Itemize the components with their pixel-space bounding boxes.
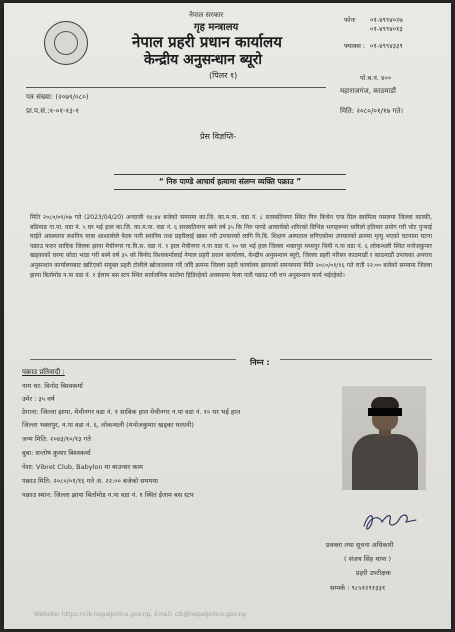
fax-label: फ्याक्स : [344,42,366,50]
reference-number: प्रा.प.सं.:१-०१-१३-१ [26,107,79,115]
phone-label: फोनः [344,16,356,24]
office-title: नेपाल प्रहरी प्रधान कार्यालय [132,33,282,51]
press-release-document [4,3,451,629]
letter-number: पत्र संख्या: (२०७९/०८०) [26,93,89,101]
arrested-age: उमेर : ३५ वर्ष [22,395,55,403]
arrested-father: बुबा: सन्तोष कुमार बिश्वकर्मा [22,449,91,457]
address-label: महाराजगंज, काठमाडौं [340,87,396,95]
arrested-section-title: पक्राउ प्रतिवादी : [22,368,65,376]
face-blur-bar [368,408,402,416]
bureau-title: केन्द्रीय अनुसन्धान ब्यूरो [144,52,262,68]
phone-value: ०१-४९९४०२७ [370,16,403,24]
footer-contact: Website: https://cib.nepalpolice.gov.np, Email: cib@nepalpolice.gov.np [34,611,247,618]
signatory-contact: सम्पर्क : ९८५१२९१३३१ [330,584,386,592]
arrested-date: पक्राउ मिति: २०८०/०१/१६ गते अ. २२:०० बजेको समयमा [22,477,158,485]
arrested-name: नाम थर: बिनोद बिश्वकर्मा [22,382,83,390]
divider-left [30,359,236,360]
signatory-role: प्रवक्ता तथा सूचना अधिकारी [326,541,394,549]
arrested-place: पक्राउ स्थान: जिल्ला झापा बिर्तामोड न.पा वडा नं. १ स्थित ईलाम बस स्टप [22,491,194,499]
arrested-occupation: पेशा: Vibret Club, Babylon मा बाउन्सर काम [22,463,143,471]
fax-value: ०१-४९९४३३९ [370,42,403,50]
header-divider [26,87,326,88]
issue-date: मिति: २०८०/०१/१७ गते। [340,107,404,115]
signatory-rank: प्रहरी उपरीक्षक [356,569,391,577]
divider-right [280,359,432,360]
signatory-name: ( संजय सिंह थापा ) [344,555,392,563]
government-emblem-icon [44,21,88,65]
below-label: निम्न : [250,358,270,367]
arrested-dob: जन्म मिति: २०४३/१०/१३ गते [22,435,91,443]
ministry-label: गृह मन्त्रालय [194,22,239,33]
press-release-label: प्रेस विज्ञप्ति- [200,132,237,141]
headline: “ निरु पाण्डे आचार्य हत्यामा संलग्न व्यक्ति पक्राउ ” [114,174,346,190]
suspect-photo [342,386,426,490]
arrested-address-line1: ठेगाना: जिल्ला झापा, मेचीनगर वडा नं. १ साबिक हाल मेचीनगर न.पा वडा नं. १० घर भई हाल [22,408,241,416]
handwritten-signature [360,508,420,536]
government-label: नेपाल सरकार [189,11,224,19]
arrested-address-line2: जिल्ला भक्तपुर, न.पा वडा नं. ६, लोकन्थली (मनोजकुमार खड्का घरधनी) [22,421,194,429]
pobox-label: पो.ब.नं. ४०० [360,74,392,82]
phone-value-2: ०१-४९९४०१३ [370,25,403,33]
section-label: (पिलर १) [209,71,238,80]
body-paragraph: मिति २०८०/०१/०७ गते (2023/04/20) अन्दाजी १४:४४ बजेको समयमा का.जि. का.म.पा. वडा नं. ८ सरस्वतिनगर स्थित निरु किचेन एन्ड ग्रिल स्वामित्व पसलमा जिल्ला कास्की, बडिमाङ गा.पा. वडा नं. ५ घर भई हाल का.जि. का.म.पा. वडा नं. ६ सरस्वतिनगर बस्ने वर्ष ३५ कि निरु पाण्डे आचार्यको शरिरको विभिन्न भागहरूमा धारिलो हतियार प्रयोग गरी चोट पुऱ्याई घाईते अवस्थामा स्थानिय मात्रा आशालोले फेला पारी स्थानिय तथा प्रहरीलाई खबर गरी उपचारको लागि नि.बि. शिक्षण अस्पताल लगिएकोमा उपचारको क्रममा मृत्यु भएको घटनामा घटना पक्राउ फरार सादिक जिल्ला झापा मेचीनगर गा.वि.स. वडा नं. १ हाल मेचीनगर न.पा वडा नं. १० घर भई हाल जिल्ला भक्तपुर मध्यपुर थिमी न.पा वडा नं. ६ लोकन्थली स्थित मनोजकुमार खड्काको घरमा कोठा भाडा गरी बस्ने वर्ष ३५ को बिनोद विश्वकर्मालाई नेपाल प्रहरी प्रधान कार्यालय, केन्द्रीय अनुसन्धान ब्यूरो, जिल्ला प्रहरी परिसर काठमाडौं र काठमाडौं उपत्यका अपराध अनुसन्धान कार्यालयबाट खटिएको संयुक्त प्रहरी टोलीले खोजतलास गर्दै जाँदै क्रममा जिल्ला प्रहरी कार्यालय झापाको समन्वयमा मिति २०८०/०१/१६ गते राती २२:०० बजेको समयमा जिल्ला झापा बिर्तामोड न.पा वडा नं. १ ईलाम बस स्टप स्थित सार्वजनिक बाटोमा हिडिरहेको अवस्थामा फेला पारी पक्राउ गरी थप अनुसन्धान कार्य भईरहेको। [30,214,432,279]
